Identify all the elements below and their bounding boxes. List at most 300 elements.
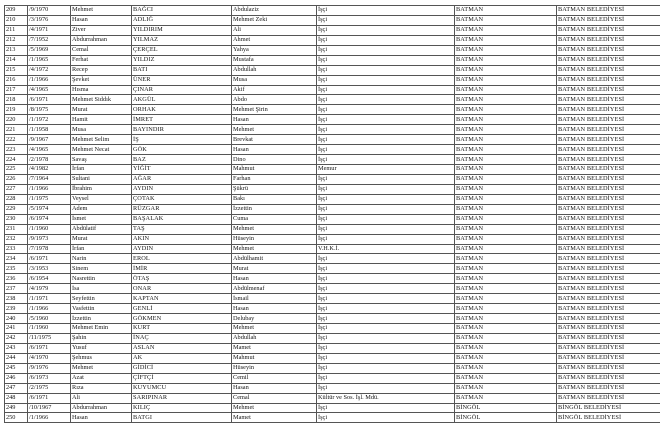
- institution-cell: BATMAN BELEDİYESİ: [557, 105, 660, 115]
- institution-cell: BATMAN BELEDİYESİ: [557, 274, 660, 284]
- position-cell: İşçi: [317, 314, 455, 324]
- position-cell: Kültür ve Sos. İşl. Mdü.: [317, 393, 455, 403]
- birth-date-cell: /1/1960: [28, 324, 71, 334]
- row-number-cell: 215: [5, 65, 28, 75]
- first-name-cell: Abdülatif: [71, 224, 132, 234]
- institution-cell: BATMAN BELEDİYESİ: [557, 85, 660, 95]
- first-name-cell: Murat: [71, 105, 132, 115]
- last-name-cell: ONAR: [132, 284, 232, 294]
- father-name-cell: Mehmet: [232, 403, 317, 413]
- table-row: [5, 353, 660, 363]
- province-cell: BATMAN: [455, 6, 557, 16]
- position-cell: V.H.K.İ.: [317, 244, 455, 254]
- position-cell: İşçi: [317, 174, 455, 184]
- province-cell: BATMAN: [455, 224, 557, 234]
- first-name-cell: Sultani: [71, 174, 132, 184]
- birth-date-cell: /7/1952: [28, 35, 71, 45]
- table-row: [5, 363, 660, 373]
- first-name-cell: Ziver: [71, 25, 132, 35]
- first-name-cell: Azat: [71, 373, 132, 383]
- province-cell: BATMAN: [455, 284, 557, 294]
- province-cell: BATMAN: [455, 194, 557, 204]
- last-name-cell: İNAÇ: [132, 333, 232, 343]
- row-number-cell: 220: [5, 115, 28, 125]
- row-number-cell: 214: [5, 55, 28, 65]
- first-name-cell: Şehmus: [71, 353, 132, 363]
- last-name-cell: ÇOTAK: [132, 194, 232, 204]
- row-number-cell: 238: [5, 294, 28, 304]
- position-cell: İşçi: [317, 55, 455, 65]
- first-name-cell: Savaş: [71, 155, 132, 165]
- father-name-cell: Mustafa: [232, 55, 317, 65]
- birth-date-cell: /3/1976: [28, 15, 71, 25]
- first-name-cell: Şevket: [71, 75, 132, 85]
- position-cell: İşçi: [317, 224, 455, 234]
- birth-date-cell: /7/1978: [28, 244, 71, 254]
- row-number-cell: 212: [5, 35, 28, 45]
- last-name-cell: İMİR: [132, 264, 232, 274]
- row-number-cell: 213: [5, 45, 28, 55]
- institution-cell: BATMAN BELEDİYESİ: [557, 324, 660, 334]
- position-cell: İşçi: [317, 214, 455, 224]
- position-cell: Memur: [317, 165, 455, 175]
- position-cell: İşçi: [317, 65, 455, 75]
- row-number-cell: 209: [5, 6, 28, 16]
- position-cell: İşçi: [317, 324, 455, 334]
- birth-date-cell: /6/1971: [28, 393, 71, 403]
- row-number-cell: 223: [5, 145, 28, 155]
- father-name-cell: Hasan: [232, 115, 317, 125]
- last-name-cell: KURT: [132, 324, 232, 334]
- table-row: [5, 125, 660, 135]
- row-number-cell: 229: [5, 204, 28, 214]
- father-name-cell: Bakı: [232, 194, 317, 204]
- table-row: [5, 75, 660, 85]
- institution-cell: BATMAN BELEDİYESİ: [557, 383, 660, 393]
- birth-date-cell: /4/1971: [28, 25, 71, 35]
- position-cell: İşçi: [317, 373, 455, 383]
- first-name-cell: Hısma: [71, 85, 132, 95]
- first-name-cell: Adem: [71, 204, 132, 214]
- birth-date-cell: /4/1972: [28, 65, 71, 75]
- institution-cell: BATMAN BELEDİYESİ: [557, 294, 660, 304]
- province-cell: BATMAN: [455, 304, 557, 314]
- last-name-cell: İŞ: [132, 135, 232, 145]
- first-name-cell: İsmet: [71, 214, 132, 224]
- last-name-cell: GÖK: [132, 145, 232, 155]
- father-name-cell: Hüseyin: [232, 234, 317, 244]
- table-row: [5, 284, 660, 294]
- first-name-cell: Ferhat: [71, 55, 132, 65]
- position-cell: İşçi: [317, 155, 455, 165]
- table-row: [5, 294, 660, 304]
- father-name-cell: Abdullah: [232, 65, 317, 75]
- table-row: [5, 184, 660, 194]
- last-name-cell: TAŞ: [132, 224, 232, 234]
- row-number-cell: 242: [5, 333, 28, 343]
- position-cell: İşçi: [317, 274, 455, 284]
- birth-date-cell: /6/1971: [28, 254, 71, 264]
- last-name-cell: YILMAZ: [132, 35, 232, 45]
- last-name-cell: AĞAR: [132, 174, 232, 184]
- institution-cell: BATMAN BELEDİYESİ: [557, 204, 660, 214]
- province-cell: BATMAN: [455, 184, 557, 194]
- row-number-cell: 232: [5, 234, 28, 244]
- birth-date-cell: /10/1967: [28, 403, 71, 413]
- birth-date-cell: /9/1967: [28, 135, 71, 145]
- birth-date-cell: /1/1966: [28, 184, 71, 194]
- first-name-cell: Nasrettin: [71, 274, 132, 284]
- first-name-cell: İrfan: [71, 165, 132, 175]
- institution-cell: BATMAN BELEDİYESİ: [557, 254, 660, 264]
- position-cell: İşçi: [317, 115, 455, 125]
- last-name-cell: ÜNER: [132, 75, 232, 85]
- province-cell: BATMAN: [455, 314, 557, 324]
- last-name-cell: KAPTAN: [132, 294, 232, 304]
- institution-cell: BATMAN BELEDİYESİ: [557, 393, 660, 403]
- position-cell: İşçi: [317, 333, 455, 343]
- table-row: [5, 105, 660, 115]
- first-name-cell: Yusuf: [71, 343, 132, 353]
- province-cell: BATMAN: [455, 35, 557, 45]
- row-number-cell: 243: [5, 343, 28, 353]
- province-cell: BATMAN: [455, 383, 557, 393]
- institution-cell: BATMAN BELEDİYESİ: [557, 333, 660, 343]
- row-number-cell: 226: [5, 174, 28, 184]
- institution-cell: BATMAN BELEDİYESİ: [557, 135, 660, 145]
- province-cell: BATMAN: [455, 174, 557, 184]
- first-name-cell: Ali: [71, 393, 132, 403]
- position-cell: İşçi: [317, 194, 455, 204]
- row-number-cell: 249: [5, 403, 28, 413]
- father-name-cell: Abdo: [232, 95, 317, 105]
- father-name-cell: Ali: [232, 25, 317, 35]
- institution-cell: BATMAN BELEDİYESİ: [557, 314, 660, 324]
- table-row: [5, 244, 660, 254]
- table-row: [5, 15, 660, 25]
- row-number-cell: 245: [5, 363, 28, 373]
- province-cell: BATMAN: [455, 333, 557, 343]
- birth-date-cell: /2/1975: [28, 383, 71, 393]
- last-name-cell: İMRET: [132, 115, 232, 125]
- table-row: [5, 135, 660, 145]
- table-row: [5, 35, 660, 45]
- institution-cell: BATMAN BELEDİYESİ: [557, 363, 660, 373]
- last-name-cell: GİDİCİ: [132, 363, 232, 373]
- birth-date-cell: /5/1969: [28, 45, 71, 55]
- last-name-cell: AKIN: [132, 234, 232, 244]
- last-name-cell: GENLİ: [132, 304, 232, 314]
- father-name-cell: Abdülhamit: [232, 254, 317, 264]
- row-number-cell: 230: [5, 214, 28, 224]
- table-row: [5, 324, 660, 334]
- institution-cell: BATMAN BELEDİYESİ: [557, 184, 660, 194]
- first-name-cell: Musa: [71, 125, 132, 135]
- last-name-cell: BAŞALAK: [132, 214, 232, 224]
- institution-cell: BATMAN BELEDİYESİ: [557, 145, 660, 155]
- last-name-cell: BATGI: [132, 413, 232, 423]
- province-cell: BATMAN: [455, 135, 557, 145]
- province-cell: BATMAN: [455, 204, 557, 214]
- table-row: [5, 25, 660, 35]
- first-name-cell: Rıza: [71, 383, 132, 393]
- father-name-cell: Brevkat: [232, 135, 317, 145]
- province-cell: BATMAN: [455, 85, 557, 95]
- position-cell: İşçi: [317, 343, 455, 353]
- last-name-cell: ÇINAR: [132, 85, 232, 95]
- institution-cell: BATMAN BELEDİYESİ: [557, 165, 660, 175]
- father-name-cell: Hasan: [232, 304, 317, 314]
- father-name-cell: Delubay: [232, 314, 317, 324]
- row-number-cell: 210: [5, 15, 28, 25]
- position-cell: İşçi: [317, 105, 455, 115]
- table-row: [5, 343, 660, 353]
- last-name-cell: ÇİFTÇİ: [132, 373, 232, 383]
- first-name-cell: Abdurrahman: [71, 35, 132, 45]
- province-cell: BATMAN: [455, 234, 557, 244]
- first-name-cell: Vasfettin: [71, 304, 132, 314]
- birth-date-cell: /4/1970: [28, 353, 71, 363]
- institution-cell: BATMAN BELEDİYESİ: [557, 174, 660, 184]
- father-name-cell: Mamet: [232, 413, 317, 423]
- institution-cell: BATMAN BELEDİYESİ: [557, 244, 660, 254]
- last-name-cell: YİĞİT: [132, 165, 232, 175]
- position-cell: İşçi: [317, 403, 455, 413]
- row-number-cell: 217: [5, 85, 28, 95]
- birth-date-cell: /1/1966: [28, 75, 71, 85]
- birth-date-cell: /9/1976: [28, 363, 71, 373]
- row-number-cell: 246: [5, 373, 28, 383]
- first-name-cell: Narin: [71, 254, 132, 264]
- father-name-cell: Abdulaziz: [232, 6, 317, 16]
- first-name-cell: Mehmet Siddık: [71, 95, 132, 105]
- birth-date-cell: /1/1965: [28, 55, 71, 65]
- row-number-cell: 248: [5, 393, 28, 403]
- table-row: [5, 115, 660, 125]
- position-cell: İşçi: [317, 383, 455, 393]
- last-name-cell: AKGÜL: [132, 95, 232, 105]
- province-cell: BATMAN: [455, 145, 557, 155]
- table-row: [5, 383, 660, 393]
- institution-cell: BATMAN BELEDİYESİ: [557, 224, 660, 234]
- province-cell: BATMAN: [455, 105, 557, 115]
- birth-date-cell: /9/1973: [28, 234, 71, 244]
- institution-cell: BİNGÖL BELEDİYESİ: [557, 403, 660, 413]
- father-name-cell: Mahmut: [232, 353, 317, 363]
- first-name-cell: Mehmet Necat: [71, 145, 132, 155]
- first-name-cell: Hasan: [71, 413, 132, 423]
- province-cell: BATMAN: [455, 244, 557, 254]
- table-row: [5, 85, 660, 95]
- first-name-cell: İbrahim: [71, 184, 132, 194]
- institution-cell: BATMAN BELEDİYESİ: [557, 304, 660, 314]
- position-cell: İşçi: [317, 25, 455, 35]
- province-cell: BATMAN: [455, 75, 557, 85]
- birth-date-cell: /6/1971: [28, 343, 71, 353]
- father-name-cell: Abdullah: [232, 333, 317, 343]
- birth-date-cell: /1/1966: [28, 413, 71, 423]
- father-name-cell: Hasan: [232, 383, 317, 393]
- row-number-cell: 247: [5, 383, 28, 393]
- father-name-cell: Ahmet: [232, 35, 317, 45]
- last-name-cell: KUYUMCU: [132, 383, 232, 393]
- institution-cell: BATMAN BELEDİYESİ: [557, 264, 660, 274]
- birth-date-cell: /1/1960: [28, 224, 71, 234]
- institution-cell: BİNGÖL BELEDİYESİ: [557, 413, 660, 423]
- first-name-cell: Murat: [71, 234, 132, 244]
- position-cell: İşçi: [317, 15, 455, 25]
- first-name-cell: Cemal: [71, 45, 132, 55]
- institution-cell: BATMAN BELEDİYESİ: [557, 15, 660, 25]
- province-cell: BATMAN: [455, 393, 557, 403]
- position-cell: İşçi: [317, 95, 455, 105]
- position-cell: İşçi: [317, 145, 455, 155]
- row-number-cell: 237: [5, 284, 28, 294]
- province-cell: BATMAN: [455, 363, 557, 373]
- first-name-cell: İsa: [71, 284, 132, 294]
- position-cell: İşçi: [317, 264, 455, 274]
- birth-date-cell: /6/1954: [28, 274, 71, 284]
- last-name-cell: AYDIN: [132, 244, 232, 254]
- province-cell: BATMAN: [455, 324, 557, 334]
- father-name-cell: Cemil: [232, 373, 317, 383]
- table-row: [5, 314, 660, 324]
- first-name-cell: Mehmet Emin: [71, 324, 132, 334]
- institution-cell: BATMAN BELEDİYESİ: [557, 353, 660, 363]
- province-cell: BİNGÖL: [455, 413, 557, 423]
- last-name-cell: AYDIN: [132, 184, 232, 194]
- row-number-cell: 216: [5, 75, 28, 85]
- table-row: [5, 264, 660, 274]
- first-name-cell: Mehmet: [71, 6, 132, 16]
- institution-cell: BATMAN BELEDİYESİ: [557, 373, 660, 383]
- birth-date-cell: /1/1958: [28, 125, 71, 135]
- last-name-cell: BAYINDIR: [132, 125, 232, 135]
- position-cell: İşçi: [317, 135, 455, 145]
- table-row: [5, 194, 660, 204]
- position-cell: İşçi: [317, 284, 455, 294]
- father-name-cell: Mehmet: [232, 224, 317, 234]
- birth-date-cell: /6/1971: [28, 95, 71, 105]
- province-cell: BATMAN: [455, 294, 557, 304]
- table-row: [5, 155, 660, 165]
- position-cell: İşçi: [317, 204, 455, 214]
- province-cell: BİNGÖL: [455, 403, 557, 413]
- father-name-cell: Murat: [232, 264, 317, 274]
- row-number-cell: 231: [5, 224, 28, 234]
- institution-cell: BATMAN BELEDİYESİ: [557, 284, 660, 294]
- position-cell: İşçi: [317, 35, 455, 45]
- institution-cell: BATMAN BELEDİYESİ: [557, 343, 660, 353]
- province-cell: BATMAN: [455, 214, 557, 224]
- province-cell: BATMAN: [455, 165, 557, 175]
- row-number-cell: 244: [5, 353, 28, 363]
- position-cell: İşçi: [317, 6, 455, 16]
- institution-cell: BATMAN BELEDİYESİ: [557, 234, 660, 244]
- province-cell: BATMAN: [455, 373, 557, 383]
- father-name-cell: Mehmet: [232, 244, 317, 254]
- father-name-cell: Mehmet Şirin: [232, 105, 317, 115]
- last-name-cell: AK: [132, 353, 232, 363]
- table-row: [5, 145, 660, 155]
- table-row: [5, 165, 660, 175]
- table-row: [5, 6, 660, 16]
- province-cell: BATMAN: [455, 15, 557, 25]
- birth-date-cell: /4/1982: [28, 165, 71, 175]
- last-name-cell: YILDIZ: [132, 55, 232, 65]
- province-cell: BATMAN: [455, 254, 557, 264]
- first-name-cell: Mehmet: [71, 363, 132, 373]
- row-number-cell: 234: [5, 254, 28, 264]
- father-name-cell: Cuma: [232, 214, 317, 224]
- table-row: [5, 214, 660, 224]
- last-name-cell: KILIÇ: [132, 403, 232, 413]
- position-cell: İşçi: [317, 363, 455, 373]
- father-name-cell: İsmail: [232, 294, 317, 304]
- position-cell: İşçi: [317, 413, 455, 423]
- father-name-cell: Mehmet Zeki: [232, 15, 317, 25]
- institution-cell: BATMAN BELEDİYESİ: [557, 115, 660, 125]
- birth-date-cell: /3/1953: [28, 264, 71, 274]
- first-name-cell: Şahin: [71, 333, 132, 343]
- birth-date-cell: /1/1966: [28, 304, 71, 314]
- last-name-cell: RÜZGAR: [132, 204, 232, 214]
- row-number-cell: 222: [5, 135, 28, 145]
- row-number-cell: 224: [5, 155, 28, 165]
- table-row: [5, 224, 660, 234]
- father-name-cell: Abdülmenaf: [232, 284, 317, 294]
- father-name-cell: Şükrü: [232, 184, 317, 194]
- row-number-cell: 211: [5, 25, 28, 35]
- province-cell: BATMAN: [455, 125, 557, 135]
- table-row: [5, 403, 660, 413]
- institution-cell: BATMAN BELEDİYESİ: [557, 75, 660, 85]
- province-cell: BATMAN: [455, 264, 557, 274]
- personnel-table-body: [5, 6, 660, 423]
- last-name-cell: ADLIĞ: [132, 15, 232, 25]
- father-name-cell: Hasan: [232, 274, 317, 284]
- position-cell: İşçi: [317, 184, 455, 194]
- row-number-cell: 240: [5, 314, 28, 324]
- birth-date-cell: /6/1973: [28, 373, 71, 383]
- table-row: [5, 393, 660, 403]
- institution-cell: BATMAN BELEDİYESİ: [557, 6, 660, 16]
- birth-date-cell: /5/1960: [28, 314, 71, 324]
- table-row: [5, 254, 660, 264]
- birth-date-cell: /5/1974: [28, 204, 71, 214]
- institution-cell: BATMAN BELEDİYESİ: [557, 194, 660, 204]
- position-cell: İşçi: [317, 294, 455, 304]
- first-name-cell: Recep: [71, 65, 132, 75]
- row-number-cell: 225: [5, 165, 28, 175]
- father-name-cell: Yahya: [232, 45, 317, 55]
- birth-date-cell: /1/1971: [28, 294, 71, 304]
- province-cell: BATMAN: [455, 45, 557, 55]
- position-cell: İşçi: [317, 353, 455, 363]
- last-name-cell: ORHAK: [132, 105, 232, 115]
- institution-cell: BATMAN BELEDİYESİ: [557, 35, 660, 45]
- birth-date-cell: /11/1975: [28, 333, 71, 343]
- position-cell: İşçi: [317, 234, 455, 244]
- first-name-cell: Sinem: [71, 264, 132, 274]
- province-cell: BATMAN: [455, 25, 557, 35]
- father-name-cell: Dino: [232, 155, 317, 165]
- table-row: [5, 304, 660, 314]
- province-cell: BATMAN: [455, 155, 557, 165]
- birth-date-cell: /9/1970: [28, 6, 71, 16]
- position-cell: İşçi: [317, 304, 455, 314]
- row-number-cell: 250: [5, 413, 28, 423]
